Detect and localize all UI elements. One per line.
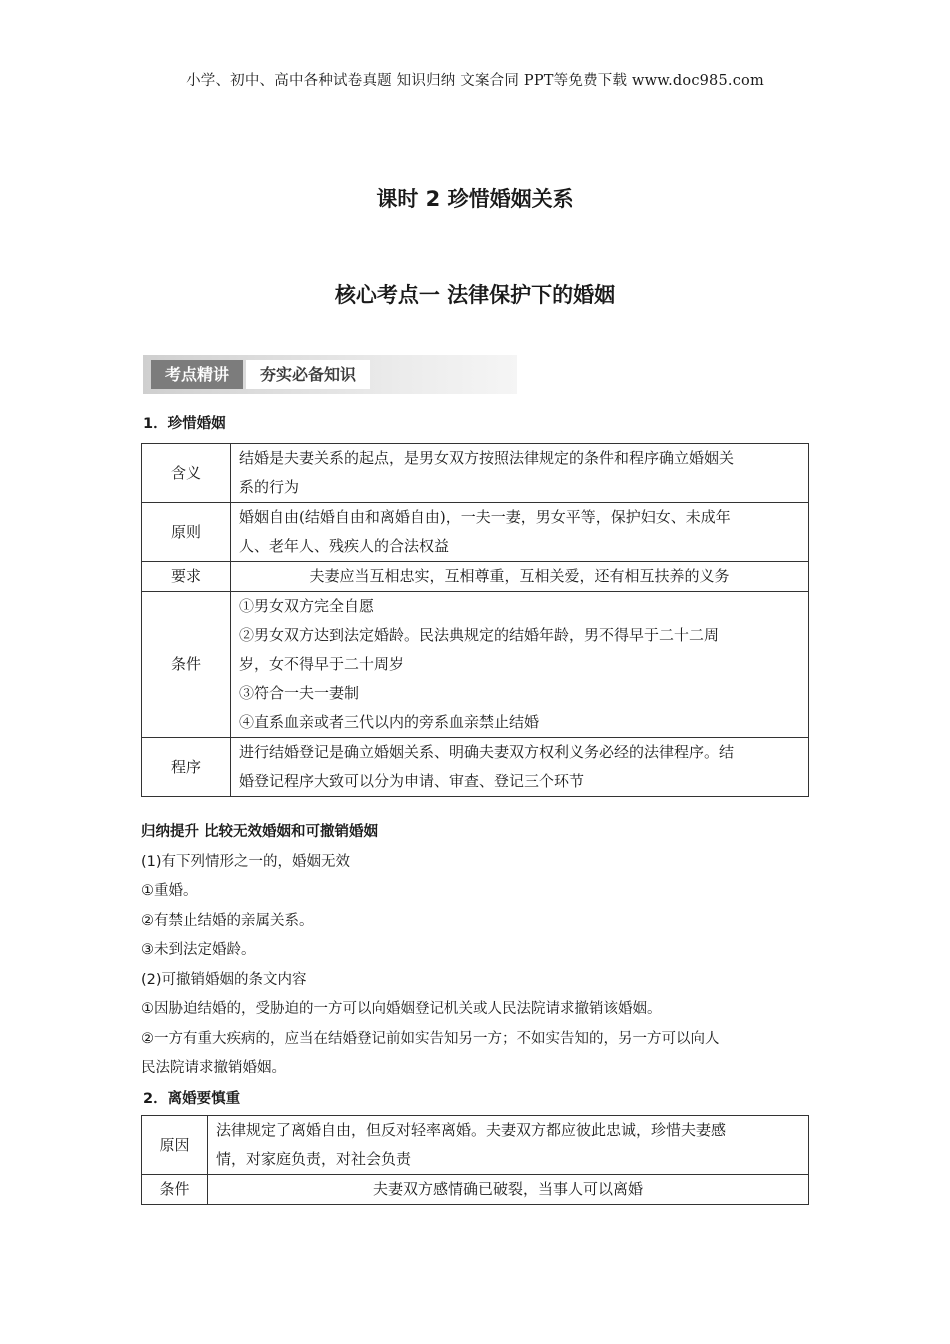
section-title: 核心考点一 法律保护下的婚姻 [334, 283, 616, 307]
table-row [142, 1116, 809, 1175]
summary-line: (1)有下列情形之一的，婚姻无效 [141, 853, 351, 870]
row-label: 要求 [142, 562, 231, 592]
summary-line: ②一方有重大疾病的，应当在结婚登记前如实告知另一方；不如实告知的，另一方可以向人 [141, 1030, 720, 1047]
page-header: 小学、初中、高中各种试卷真题 知识归纳 文案合同 PPT等免费下载 www.doc985.com [186, 73, 764, 89]
row-label: 程序 [142, 738, 231, 797]
row-label: 含义 [142, 444, 231, 503]
banner-label-dark: 考点精讲 [151, 360, 243, 389]
heading-cherish-marriage: 1．珍惜婚姻 [143, 416, 226, 432]
summary-section [141, 818, 811, 1084]
summary-line: ①重婚。 [141, 883, 198, 899]
row-label: 条件 [142, 592, 231, 738]
content-line: 夫妻双方感情确已破裂，当事人可以离婚 [372, 1180, 643, 1198]
table-row [142, 562, 809, 592]
section-banner [143, 355, 517, 394]
content-line: 夫妻应当互相忠实，互相尊重，互相关爱，还有相互扶养的义务 [309, 567, 730, 585]
summary-line: (2)可撤销婚姻的条文内容 [141, 971, 307, 988]
lesson-title: 课时 2 珍惜婚姻关系 [376, 187, 574, 211]
summary-heading: 归纳提升 比较无效婚姻和可撤销婚姻 [141, 824, 379, 840]
row-content [231, 592, 809, 738]
table-row [142, 738, 809, 797]
content-line: 婚姻自由(结婚自由和离婚自由)，一夫一妻，男女平等，保护妇女、未成年 [239, 508, 731, 526]
row-label: 原则 [142, 503, 231, 562]
row-content [208, 1116, 809, 1175]
content-line: ④直系血亲或者三代以内的旁系血亲禁止结婚 [239, 713, 540, 731]
heading-divorce: 2．离婚要慎重 [143, 1091, 241, 1107]
content-line: ①男女双方完全自愿 [239, 597, 375, 615]
content-line: 结婚是夫妻关系的起点，是男女双方按照法律规定的条件和程序确立婚姻关 [239, 449, 735, 467]
summary-line: ①因胁迫结婚的，受胁迫的一方可以向婚姻登记机关或人民法院请求撤销该婚姻。 [141, 1001, 662, 1017]
summary-line: 民法院请求撤销婚姻。 [141, 1060, 286, 1076]
content-line: 岁，女不得早于二十周岁 [239, 655, 405, 673]
row-content [231, 503, 809, 562]
row-content [231, 562, 809, 592]
row-label: 原因 [142, 1116, 208, 1175]
row-content [231, 444, 809, 503]
marriage-table [141, 443, 809, 797]
row-content [208, 1175, 809, 1205]
divorce-table [141, 1115, 809, 1205]
content-line: ②男女双方达到法定婚龄。民法典规定的结婚年龄，男不得早于二十二周 [239, 626, 720, 644]
summary-line: ③未到法定婚龄。 [141, 942, 256, 958]
content-line: 婚登记程序大致可以分为申请、审查、登记三个环节 [239, 772, 585, 790]
content-line: 人、老年人、残疾人的合法权益 [239, 537, 450, 555]
content-line: 进行结婚登记是确立婚姻关系、明确夫妻双方权利义务必经的法律程序。结 [239, 743, 735, 761]
table-row [142, 444, 809, 503]
banner-label-light: 夯实必备知识 [246, 360, 370, 389]
content-line: 情，对家庭负责，对社会负责 [216, 1150, 412, 1168]
table-row [142, 1175, 809, 1205]
row-content [231, 738, 809, 797]
row-label: 条件 [142, 1175, 208, 1205]
table-row [142, 592, 809, 738]
content-line: ③符合一夫一妻制 [239, 684, 360, 702]
content-line: 系的行为 [239, 478, 300, 496]
table-row [142, 503, 809, 562]
content-line: 法律规定了离婚自由，但反对轻率离婚。夫妻双方都应彼此忠诚，珍惜夫妻感 [216, 1121, 727, 1139]
summary-line: ②有禁止结婚的亲属关系。 [141, 912, 314, 929]
